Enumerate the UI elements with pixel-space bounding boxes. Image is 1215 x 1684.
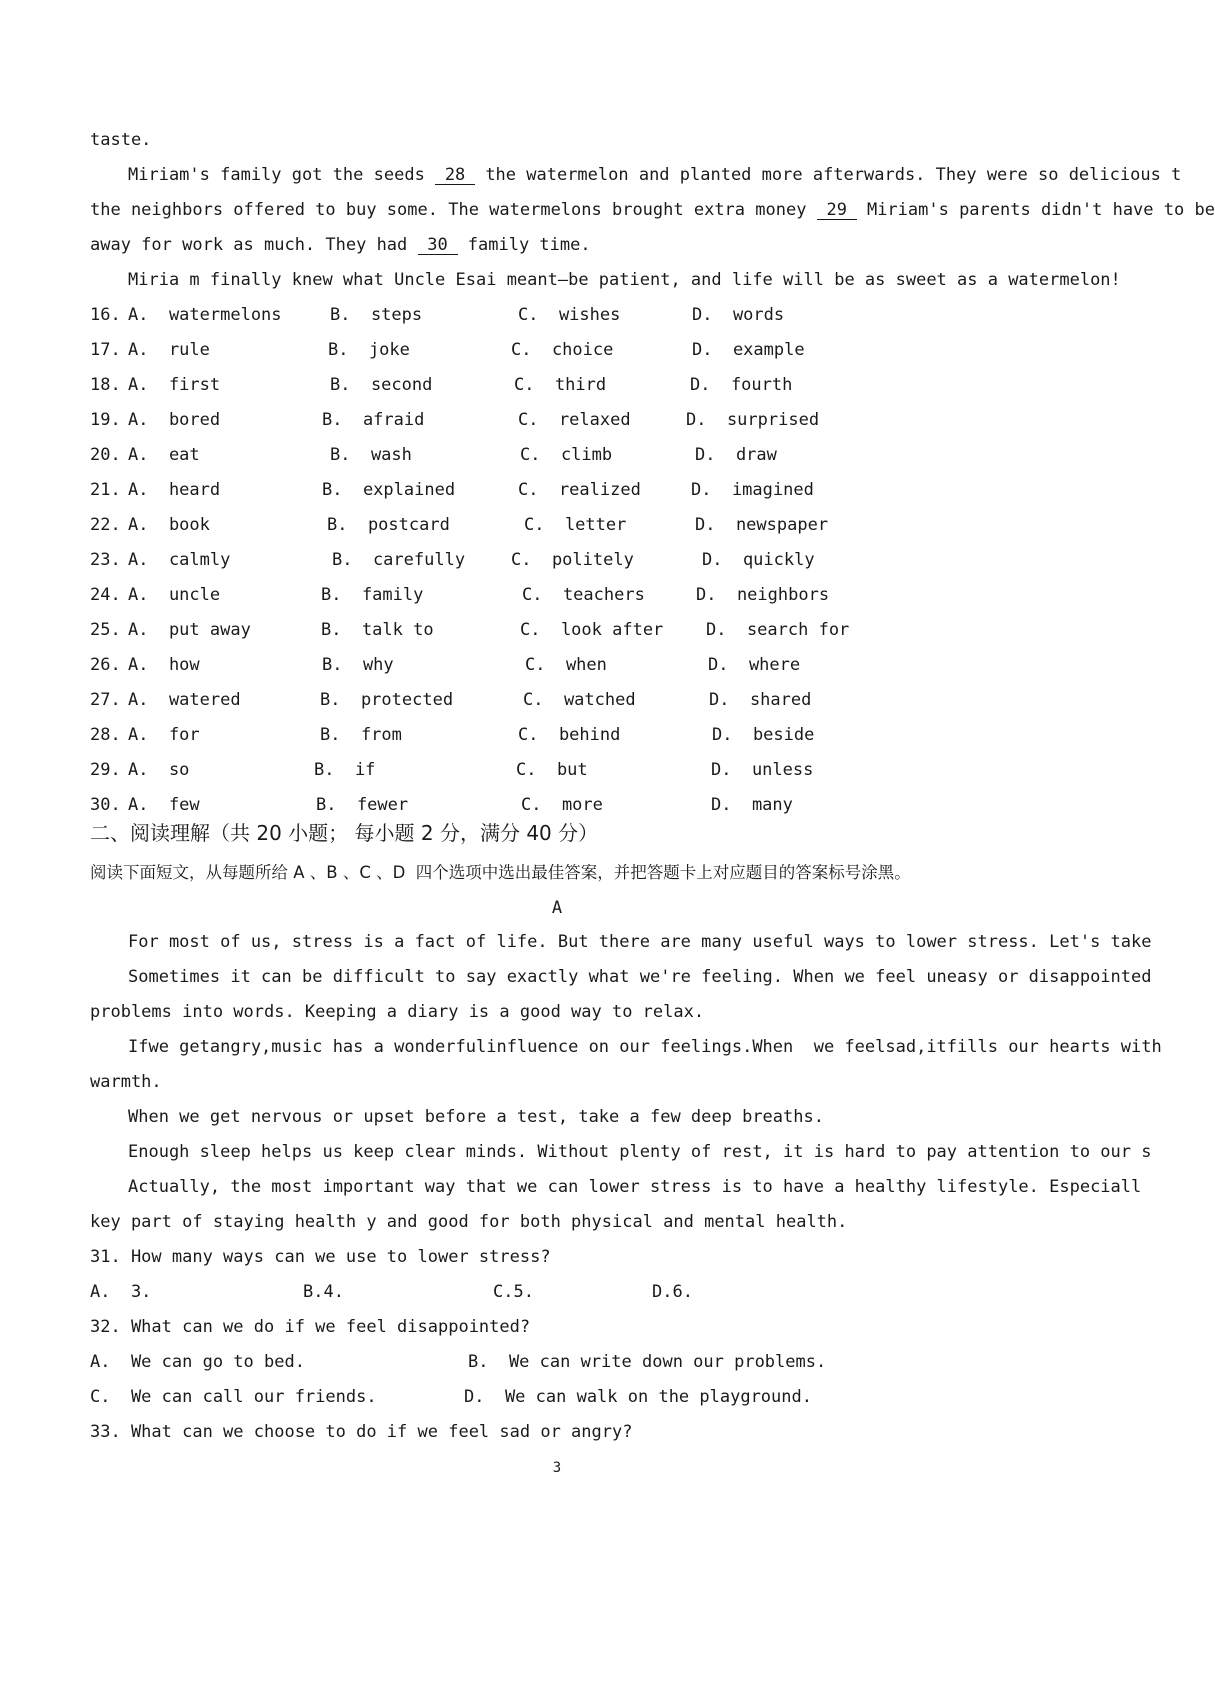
page-number: 3: [552, 1460, 562, 1476]
option-number: 23.: [90, 550, 121, 570]
option-number: 20.: [90, 445, 121, 465]
passage-line: Sometimes it can be difficult to say exactly what we're feeling. When we feel uneasy or disappointed: [128, 967, 1152, 987]
option-a: A. uncle: [128, 585, 221, 605]
option-c: C. climb: [520, 445, 613, 465]
passage-line: Ifwe getangry,music has a wonderfulinfluence on our feelings.When we feelsad,itfills our hearts with: [128, 1037, 1162, 1057]
option-c: C. We can call our friends.: [90, 1387, 377, 1407]
option-b: B. second: [330, 375, 433, 395]
option-d: D. surprised: [686, 410, 820, 430]
passage-line: Enough sleep helps us keep clear minds. Without plenty of rest, it is hard to pay attention to our s: [128, 1142, 1152, 1162]
option-c: C. realized: [518, 480, 641, 500]
option-number: 25.: [90, 620, 121, 640]
option-c: C. wishes: [518, 305, 621, 325]
option-a: A. eat: [128, 445, 200, 465]
blank-29: 29: [817, 201, 857, 220]
option-d: D.6.: [652, 1282, 693, 1302]
option-number: 26.: [90, 655, 121, 675]
option-c: C.5.: [493, 1282, 534, 1302]
option-c: C. relaxed: [518, 410, 631, 430]
passage-line: Miria m finally knew what Uncle Esai meant—be patient, and life will be as sweet as a watermelon!: [128, 270, 1121, 290]
option-b: B. steps: [330, 305, 423, 325]
passage-line: [90, 234, 591, 256]
option-b: B. talk to: [321, 620, 434, 640]
option-c: C. more: [521, 795, 603, 815]
option-b: B. why: [322, 655, 394, 675]
option-c: C. letter: [524, 515, 627, 535]
passage-text: Miriam's family got the seeds: [128, 165, 425, 185]
option-c: C. politely: [511, 550, 634, 570]
option-a: A. put away: [128, 620, 251, 640]
option-d: D. many: [711, 795, 793, 815]
option-a: A. rule: [128, 340, 210, 360]
option-number: 28.: [90, 725, 121, 745]
option-d: D. imagined: [691, 480, 814, 500]
option-d: D. search for: [706, 620, 850, 640]
option-number: 18.: [90, 375, 121, 395]
blank-30: 30: [418, 236, 458, 255]
option-number: 19.: [90, 410, 121, 430]
option-number: 24.: [90, 585, 121, 605]
option-a: A. heard: [128, 480, 221, 500]
option-number: 21.: [90, 480, 121, 500]
option-a: A. first: [128, 375, 221, 395]
passage-line: taste.: [90, 130, 152, 150]
option-c: C. third: [514, 375, 607, 395]
option-d: D. where: [708, 655, 801, 675]
option-c: C. teachers: [522, 585, 645, 605]
passage-line: problems into words. Keeping a diary is a good way to relax.: [90, 1002, 705, 1022]
option-b: B. afraid: [322, 410, 425, 430]
option-b: B. fewer: [316, 795, 409, 815]
passage-line: For most of us, stress is a fact of life. But there are many useful ways to lower stress. Let's take: [128, 932, 1152, 952]
option-d: D. fourth: [690, 375, 793, 395]
option-b: B.4.: [303, 1282, 344, 1302]
option-b: B. protected: [320, 690, 454, 710]
option-a: A. watermelons: [128, 305, 282, 325]
option-b: B. wash: [330, 445, 412, 465]
option-number: 16.: [90, 305, 121, 325]
passage-label: A: [551, 898, 563, 918]
option-a: A. 3.: [90, 1282, 152, 1302]
option-c: C. choice: [511, 340, 614, 360]
option-number: 29.: [90, 760, 121, 780]
option-d: D. draw: [695, 445, 777, 465]
question-32: 32. What can we do if we feel disappointed?: [90, 1317, 531, 1337]
option-a: A. bored: [128, 410, 221, 430]
option-c: C. behind: [518, 725, 621, 745]
option-b: B. We can write down our problems.: [468, 1352, 827, 1372]
option-b: B. if: [314, 760, 376, 780]
option-d: D. We can walk on the playground.: [464, 1387, 812, 1407]
question-33: 33. What can we choose to do if we feel sad or angry?: [90, 1422, 633, 1442]
passage-text: the neighbors offered to buy some. The watermelons brought extra money: [90, 200, 807, 220]
option-b: B. from: [320, 725, 402, 745]
question-31: 31. How many ways can we use to lower stress?: [90, 1247, 551, 1267]
option-d: D. words: [692, 305, 785, 325]
blank-28: 28: [435, 166, 475, 185]
option-b: B. joke: [328, 340, 410, 360]
option-c: C. but: [516, 760, 588, 780]
option-a: A. We can go to bed.: [90, 1352, 305, 1372]
passage-line: Actually, the most important way that we can lower stress is to have a healthy lifestyle. Especiall: [128, 1177, 1142, 1197]
option-d: D. shared: [709, 690, 812, 710]
option-a: A. so: [128, 760, 190, 780]
option-number: 17.: [90, 340, 121, 360]
option-number: 30.: [90, 795, 121, 815]
section-instructions: 阅读下面短文，从每题所给 A 、B 、C 、D 四个选项中选出最佳答案，并把答题卡上对应题目的答案标号涂黑。: [90, 863, 911, 882]
section-heading: 二、阅读理解（共 20 小题； 每小题 2 分，满分 40 分）: [90, 821, 599, 845]
passage-line: When we get nervous or upset before a test, take a few deep breaths.: [128, 1107, 824, 1127]
passage-text: away for work as much. They had: [90, 235, 408, 255]
passage-text: family time.: [467, 235, 591, 255]
passage-line: warmth.: [90, 1072, 162, 1092]
option-c: C. look after: [520, 620, 664, 640]
option-a: A. few: [128, 795, 200, 815]
option-d: D. newspaper: [695, 515, 829, 535]
passage-line: [128, 164, 1181, 186]
passage-text: Miriam's parents didn't have to be: [866, 200, 1215, 220]
option-c: C. watched: [523, 690, 636, 710]
passage-line: key part of staying health y and good for both physical and mental health.: [90, 1212, 848, 1232]
option-d: D. beside: [712, 725, 815, 745]
option-a: A. for: [128, 725, 200, 745]
passage-text: the watermelon and planted more afterwards. They were so delicious t: [485, 165, 1182, 185]
option-b: B. postcard: [327, 515, 450, 535]
option-a: A. calmly: [128, 550, 231, 570]
option-d: D. example: [692, 340, 805, 360]
option-d: D. quickly: [702, 550, 815, 570]
option-d: D. unless: [711, 760, 814, 780]
option-a: A. watered: [128, 690, 241, 710]
option-number: 22.: [90, 515, 121, 535]
option-number: 27.: [90, 690, 121, 710]
option-b: B. explained: [322, 480, 456, 500]
option-b: B. family: [321, 585, 424, 605]
passage-line: [90, 199, 1215, 221]
option-d: D. neighbors: [696, 585, 830, 605]
option-a: A. book: [128, 515, 210, 535]
option-a: A. how: [128, 655, 200, 675]
option-c: C. when: [525, 655, 607, 675]
option-b: B. carefully: [332, 550, 466, 570]
